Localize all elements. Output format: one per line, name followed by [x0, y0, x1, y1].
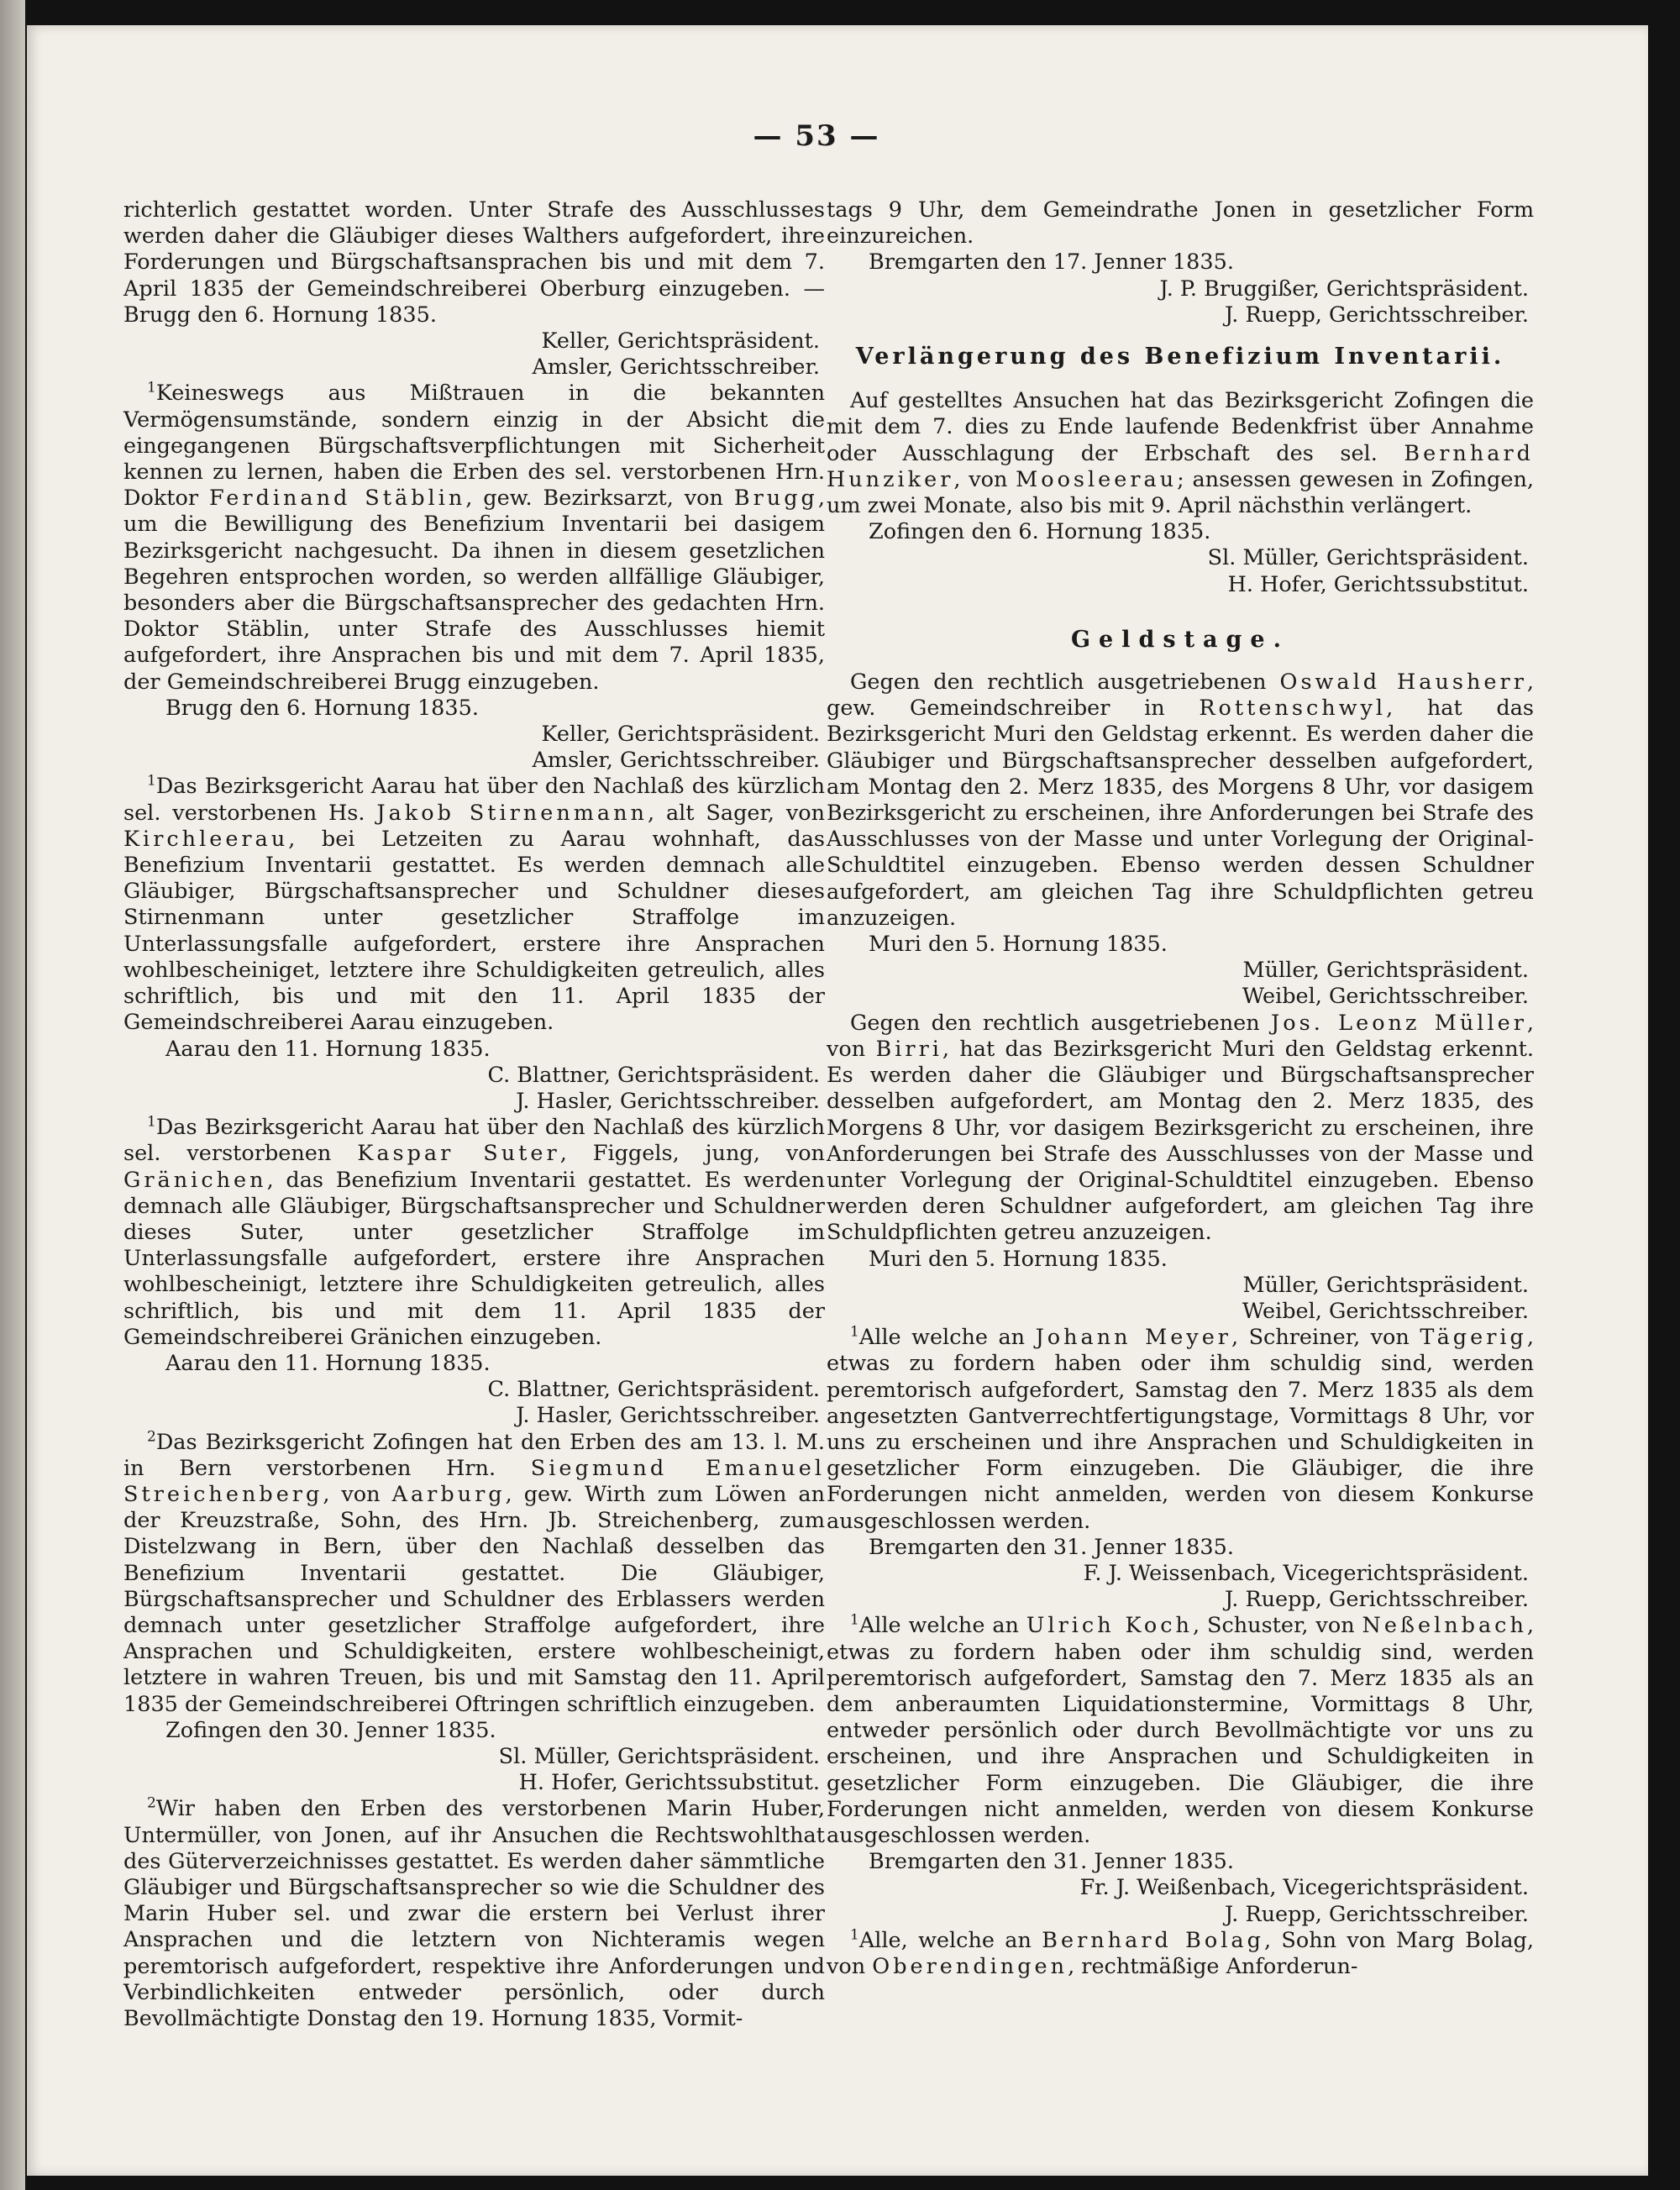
- notice-hausherr: Gegen den rechtlich ausgetriebenen Oswald Hausherr, gew. Gemeindschreiber in Rottenschwyl, hat das Bezirksgericht Muri den Geldstag erkennt. Es werden daher die Gläubiger und Bürgschaftsansprecher desselben aufgefordert, am Montag den 2. Merz 1835, des Morgens 8 Uhr, vor dasigem Bezirksgericht zu erscheinen, ihre Anforderungen bei Strafe des Ausschlusses von der Masse und unter Vorlegung der Original-Schuldtitel einzugeben. Ebenso werden dessen Schuldner aufgefordert, am gleichen Tag ihre Schuldpflichten getreu anzuzeigen.: [827, 670, 1534, 931]
- signature-clerk: J. Ruepp, Gerichtsschreiber.: [1224, 302, 1529, 328]
- book-spine-edge: [0, 0, 25, 2190]
- place-date-line: Aarau den 11. Hornung 1835.: [165, 1036, 491, 1062]
- signature-president: Keller, Gerichtspräsident.: [541, 722, 820, 748]
- person-name: Johann Meyer: [1035, 1325, 1231, 1351]
- place-name: Neßelnbach: [1362, 1613, 1527, 1639]
- signature-president: Sl. Müller, Gerichtspräsident.: [498, 1743, 820, 1769]
- footnote-marker: 1: [147, 772, 156, 790]
- person-name: Siegmund Emanuel Streichenberg: [123, 1455, 825, 1507]
- signature-president: J. P. Bruggißer, Gerichtspräsident.: [1159, 276, 1529, 302]
- footnote-marker: 2: [147, 1794, 156, 1812]
- footnote-marker: 2: [147, 1428, 156, 1446]
- place-name: Birri: [875, 1036, 942, 1062]
- person-name: Kaspar Suter: [357, 1141, 560, 1167]
- signature-president: C. Blattner, Gerichtspräsident.: [487, 1377, 820, 1403]
- signature-clerk: Weibel, Gerichtsschreiber.: [1242, 1298, 1529, 1324]
- notice-koch: $^1$Alle welche an Ulrich Koch, Schuster, von Neßelnbach, etwas zu fordern haben oder ihm schuldig sind, werden peremtorisch aufgefordert, Samstag den 7. Merz 1835 als an dem anberaumten Liquidationstermine, Vormittags 8 Uhr, entweder persönlich oder durch Bevollmächtigte vor uns zu erscheinen, und ihre Ansprachen und Schuldigkeiten in gesetzlicher Form einzugeben. Die Gläubiger, die ihre Forderungen nicht anmelden, werden von diesem Konkurse ausgeschlossen werden.: [827, 1611, 1534, 1848]
- place-name: Brugg: [733, 486, 818, 512]
- signature-president: Müller, Gerichtspräsident.: [1242, 958, 1529, 984]
- page-number: — 53 —: [753, 119, 880, 153]
- signature-clerk: J. Ruepp, Gerichtsschreiber.: [1224, 1587, 1529, 1613]
- notice-oberburg: richterlich gestattet worden. Unter Strafe des Ausschlusses werden daher die Gläubiger dieses Walthers aufgefordert, ihre Forderungen und Bürgschaftsansprachen bis und mit dem 7. April 1835 der Gemeindschreiberei Oberburg einzugeben. — Brugg den 6. Hornung 1835.: [123, 197, 825, 328]
- notice-suter: $^1$Das Bezirksgericht Aarau hat über den Nachlaß des kürzlich sel. verstorbenen Kaspar Suter, Figgels, jung, von Gränichen, das Benefizium Inventarii gestattet. Es werden demnach alle Gläubiger, Bürgschaftsansprecher und Schuldner dieses Suter, unter gesetzlicher Straffolge im Unterlassungsfalle aufgefordert, erstere ihre Ansprachen wohlbescheinigt, letztere ihre Schuldigkeiten getreulich, alles schriftlich, bis und mit dem 11. April 1835 der Gemeindschreiberei Gränichen einzugeben.: [123, 1113, 825, 1350]
- signature-clerk: Amsler, Gerichtsschreiber.: [532, 354, 820, 381]
- place-date-line: Zofingen den 6. Hornung 1835.: [869, 519, 1211, 545]
- place-date-line: Bremgarten den 17. Jenner 1835.: [869, 249, 1234, 276]
- notice-huber: $^2$Wir haben den Erben des verstorbenen Marin Huber, Untermüller, von Jonen, auf ihr Ansuchen die Rechtswohlthat des Güterverzeichnisses gestattet. Es werden daher sämmtliche Gläubiger und Bürgschaftsansprecher so wie die Schuldner des Marin Huber sel. und zwar die erstern bei Verlust ihrer Ansprachen und die letztern von Nichteramis wegen peremtorisch aufgefordert, respektive ihre Anforderungen und Verbindlichkeiten entweder persönlich, oder durch Bevollmächtigte Donstag den 19. Hornung 1835, Vormit-: [123, 1794, 825, 2032]
- signature-president: Sl. Müller, Gerichtspräsident.: [1207, 545, 1529, 571]
- person-name: Bernhard Hunziker: [827, 440, 1534, 492]
- person-name: Ferdinand Stäblin: [208, 486, 466, 512]
- signature-president: Müller, Gerichtspräsident.: [1242, 1272, 1529, 1298]
- signature-clerk: J. Hasler, Gerichtsschreiber.: [516, 1403, 820, 1429]
- place-name: Tägerig: [1420, 1325, 1527, 1351]
- section-heading-verlaengerung: Verlängerung des Benefizium Inventarii.: [855, 344, 1505, 370]
- person-name: Jakob Stirnenmann: [376, 800, 648, 826]
- place-name: Oberendingen: [872, 1954, 1068, 1979]
- signature-substitute: H. Hofer, Gerichtssubstitut.: [1227, 571, 1529, 597]
- place-date-line: Zofingen den 30. Jenner 1835.: [165, 1717, 496, 1743]
- notice-stirnenmann: $^1$Das Bezirksgericht Aarau hat über den Nachlaß des kürzlich sel. verstorbenen Hs. Jakob Stirnenmann, alt Sager, von Kirchleerau, bei Letzeiten zu Aarau wohnhaft, das Benefizium Inventarii gestattet. Es werden demnach alle Gläubiger, Bürgschaftsansprecher und Schuldner dieses Stirnenmann unter gesetzlicher Straffolge im Unterlassungsfalle aufgefordert, erstere ihre Ansprachen wohlbescheiniget, letztere ihre Schuldigkeiten getreulich, alles schriftlich, bis und mit den 11. April 1835 der Gemeindschreiberei Aarau einzugeben.: [123, 772, 826, 1036]
- signature-president: C. Blattner, Gerichtspräsident.: [487, 1062, 820, 1088]
- notice-streichenberg: $^2$Das Bezirksgericht Zofingen hat den Erben des am 13. l. M. in Bern verstorbenen Hrn. Siegmund Emanuel Streichenberg, von Aarburg, gew. Wirth zum Löwen an der Kreuzstraße, Sohn, des Hrn. Jb. Streichenberg, zum Distelzwang in Bern, über den Nachlaß desselben das Benefizium Inventarii gestattet. Die Gläubiger, Bürgschaftsansprecher und Schuldner des Erblassers werden demnach unter gesetzlicher Straffolge aufgefordert, ihre Ansprachen und Schuldigkeiten, erstere wohlbescheinigt, letztere in wahren Treuen, bis und mit Samstag den 11. April 1835 der Gemeindschreiberei Oftringen schriftlich einzugeben.: [123, 1428, 826, 1717]
- person-name: Ulrich Koch: [1026, 1613, 1193, 1639]
- place-name: Moosleerau: [1016, 466, 1178, 492]
- person-name: Jos. Leonz Müller: [1271, 1010, 1527, 1036]
- signature-clerk: J. Hasler, Gerichtsschreiber.: [516, 1088, 820, 1114]
- footnote-marker: 1: [147, 379, 156, 397]
- footnote-marker: 1: [850, 1323, 859, 1341]
- place-date-line: Brugg den 6. Hornung 1835.: [165, 695, 479, 721]
- notice-meyer: $^1$Alle welche an Johann Meyer, Schreiner, von Tägerig, etwas zu fordern haben oder ihm schuldig sind, werden peremtorisch aufgefordert, Samstag den 7. Merz 1835 als dem angesetzten Gantverrechtfertigungstage, Vormittags 8 Uhr, vor uns zu erscheinen und ihre Ansprachen und Schuldigkeiten in gesetzlicher Form einzugeben. Die Gläubiger, die ihre Forderungen nicht anmelden, werden von diesem Konkurse ausgeschlossen werden.: [827, 1323, 1534, 1534]
- notice-bolag: $^1$Alle, welche an Bernhard Bolag, Sohn von Marg Bolag, von Oberendingen, rechtmäßige Anforderun-: [827, 1926, 1534, 1979]
- place-name: Gränichen: [123, 1167, 267, 1193]
- signature-clerk: J. Ruepp, Gerichtsschreiber.: [1224, 1901, 1529, 1927]
- signature-president: Keller, Gerichtspräsident.: [541, 328, 820, 354]
- place-name: Aarburg: [391, 1481, 506, 1507]
- signature-vice-president: Fr. J. Weißenbach, Vicegerichtspräsident.: [1079, 1875, 1529, 1901]
- place-date-line: Muri den 5. Hornung 1835.: [869, 1246, 1168, 1272]
- place-date-line: Muri den 5. Hornung 1835.: [869, 932, 1168, 958]
- signature-clerk: Amsler, Gerichtsschreiber.: [532, 748, 820, 774]
- signature-vice-president: F. J. Weissenbach, Vicegerichtspräsident.: [1083, 1560, 1529, 1586]
- place-name: Rottenschwyl: [1199, 696, 1387, 722]
- notice-staeblin: $^1$Keineswegs aus Mißtrauen in die bekannten Vermögensumstände, sondern einzig in der Absicht die eingegangenen Bürgschaftsverpflichtungen mit Sicherheit kennen zu lernen, haben die Erben des sel. verstorbenen Hrn. Doktor Ferdinand Stäblin, gew. Bezirksarzt, von Brugg, um die Bewilligung des Benefizium Inventarii bei dasigem Bezirksgericht nachgesucht. Da ihnen in diesem gesetzlichen Begehren entsprochen worden, so werden allfällige Gläubiger, besonders aber die Bürgschaftsansprecher des gedachten Hrn. Doktor Stäblin, unter Strafe des Ausschlusses hiemit aufgefordert, ihre Ansprachen bis und mit dem 7. April 1835, der Gemeindschreiberei Brugg einzugeben.: [123, 379, 825, 695]
- footnote-marker: 1: [850, 1926, 859, 1944]
- notice-huber-continuation: tags 9 Uhr, dem Gemeindrathe Jonen in gesetzlicher Form einzureichen.: [827, 197, 1534, 249]
- notice-mueller: Gegen den rechtlich ausgetriebenen Jos. Leonz Müller, von Birri, hat das Bezirksgericht Muri den Geldstag erkennt. Es werden daher die Gläubiger und Bürgschaftsansprecher desselben aufgefordert, am Montag den 2. Merz 1835, des Morgens 8 Uhr, vor dasigem Bezirksgericht zu erscheinen, ihre Anforderungen bei Strafe des Ausschlusses von der Masse und unter Vorlegung der Original-Schuldtitel einzugeben. Ebenso werden deren Schuldner aufgefordert, am gleichen Tag ihre Schuldpflichten getreu anzuzeigen.: [827, 1010, 1535, 1246]
- person-name: Oswald Hausherr: [1279, 670, 1527, 696]
- right-column: [827, 197, 1534, 1980]
- scanned-page: [27, 25, 1648, 2176]
- left-column: [123, 197, 825, 2032]
- notice-hunziker: Auf gestelltes Ansuchen hat das Bezirksgericht Zofingen die mit dem 7. dies zu Ende laufende Bedenkfrist über Annahme oder Ausschlagung der Erbschaft des sel. Bernhard Hunziker, von Moosleerau; ansessen gewesen in Zofingen, um zwei Monate, also bis mit 9. April nächsthin verlängert.: [827, 388, 1534, 519]
- signature-clerk: Weibel, Gerichtsschreiber.: [1242, 984, 1529, 1010]
- place-date-line: Aarau den 11. Hornung 1835.: [165, 1350, 491, 1376]
- place-name: Kirchleerau: [123, 826, 289, 852]
- footnote-marker: 1: [850, 1611, 859, 1629]
- person-name: Bernhard Bolag: [1042, 1927, 1264, 1953]
- footnote-marker: 1: [147, 1113, 156, 1131]
- place-date-line: Bremgarten den 31. Jenner 1835.: [869, 1534, 1234, 1560]
- signature-substitute: H. Hofer, Gerichtssubstitut.: [518, 1770, 820, 1796]
- section-heading-geldstage: Geldstage.: [1071, 626, 1289, 653]
- place-date-line: Bremgarten den 31. Jenner 1835.: [869, 1849, 1234, 1875]
